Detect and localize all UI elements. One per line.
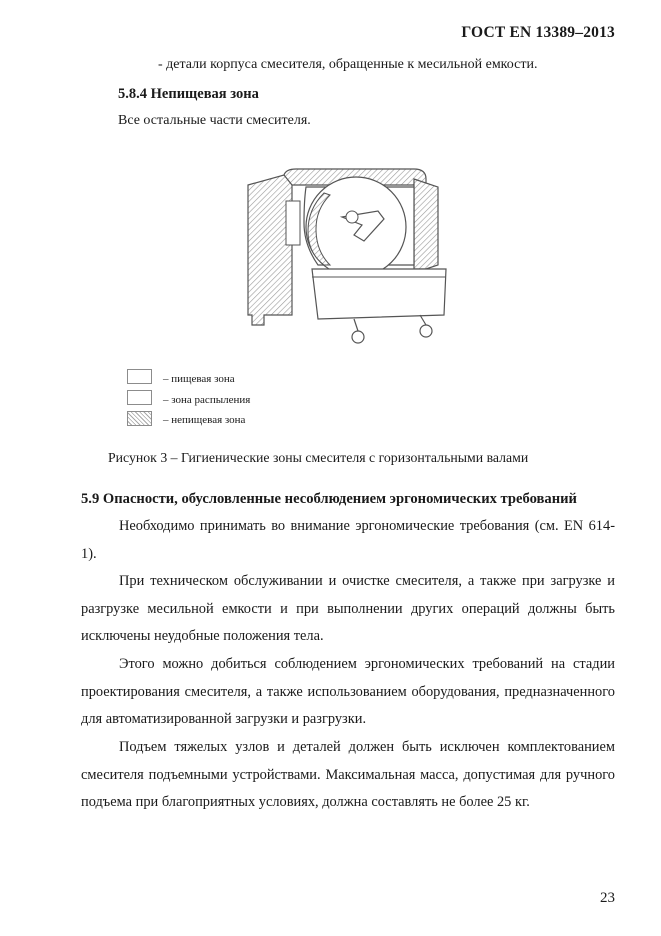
frame-right bbox=[414, 179, 438, 269]
frame-left bbox=[248, 175, 292, 325]
page-number: 23 bbox=[600, 890, 615, 906]
paragraph: Необходимо принимать во внимание эргономические требования (см. EN 614-1). bbox=[81, 518, 615, 562]
paragraph: Этого можно добиться соблюдением эргономических требований на стадии проектирования смесителя, а также использованием оборудования, предназначенного для автоматизированной загрузки и разгрузки. bbox=[81, 656, 615, 728]
section-heading: 5.9 Опасности, обусловленные несоблюдением эргономических требований bbox=[81, 491, 577, 507]
mixer-figure bbox=[234, 165, 454, 357]
legend-label-food-zone: – пищевая зона bbox=[163, 373, 235, 385]
paragraph: При техническом обслуживании и очистке смесителя, а также при загрузке и разгрузке месильной емкости и при выполнении других операций должны быть исключены неудобные положения тела. bbox=[81, 573, 615, 645]
legend-label-splash-zone: – зона распыления bbox=[163, 394, 251, 406]
shaft-hub bbox=[346, 211, 358, 223]
control-panel bbox=[286, 201, 300, 245]
caster-left bbox=[352, 331, 364, 343]
subsection-text: Все остальные части смесителя. bbox=[118, 113, 311, 128]
paragraph: Подъем тяжелых узлов и деталей должен быть исключен комплектованием смесителя подъемными устройствами. Максимальная масса, допустимая для ручного подъема при благоприятных условиях, должна составлять не более 25 кг. bbox=[81, 739, 615, 811]
document-header: ГОСТ EN 13389–2013 bbox=[461, 24, 615, 41]
legend-label-nonfood-zone: – непищевая зона bbox=[163, 414, 246, 426]
subsection-heading: 5.8.4 Непищевая зона bbox=[118, 86, 259, 102]
mixer-drawing bbox=[234, 165, 454, 357]
legend-swatch-nonfood-zone bbox=[127, 411, 152, 426]
legend-swatch-splash-zone bbox=[127, 390, 152, 405]
legend-swatch-food-zone bbox=[127, 369, 152, 384]
list-item-text: - детали корпуса смесителя, обращенные к месильной емкости. bbox=[158, 57, 538, 72]
figure-caption: Рисунок 3 – Гигиенические зоны смесителя с горизонтальными валами bbox=[108, 450, 529, 465]
caster-right bbox=[420, 325, 432, 337]
